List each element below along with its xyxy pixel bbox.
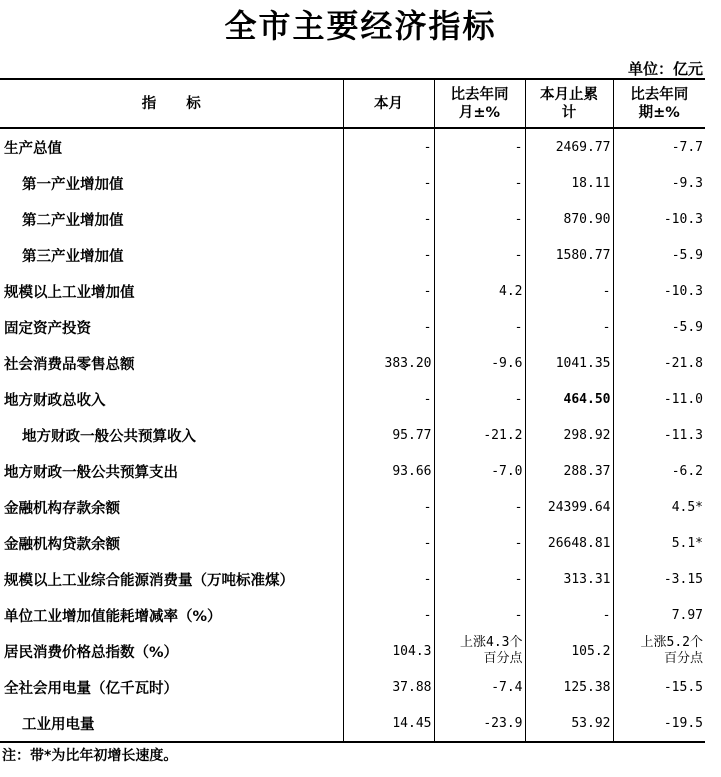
- cell-month: 37.88: [343, 669, 434, 705]
- cell-cumulative-pct: -19.5: [613, 705, 705, 742]
- cell-cumulative: 313.31: [525, 561, 613, 597]
- header-month: 本月: [343, 79, 434, 128]
- cell-cumulative: -: [525, 597, 613, 633]
- cell-month-pct: 4.2: [434, 273, 525, 309]
- table-row: [0, 417, 705, 453]
- cell-month: -: [343, 597, 434, 633]
- unit-label: 单位：亿元: [627, 60, 703, 78]
- cell-month-pct: -: [434, 128, 525, 165]
- cell-month-pct: -: [434, 165, 525, 201]
- cell-cumulative: 1041.35: [525, 345, 613, 381]
- cell-cumulative-pct: -9.3: [613, 165, 705, 201]
- cell-month: -: [343, 489, 434, 525]
- footnote: 注：带*为比年初增长速度。: [2, 748, 178, 764]
- cell-month: -: [343, 165, 434, 201]
- cell-cumulative-pct: 7.97: [613, 597, 705, 633]
- row-name: 地方财政一般公共预算收入: [22, 428, 196, 445]
- row-name: 单位工业增加值能耗增减率（%）: [4, 608, 222, 625]
- cell-cumulative: 53.92: [525, 705, 613, 742]
- row-name: 第二产业增加值: [22, 212, 124, 229]
- cell-cumulative: 288.37: [525, 453, 613, 489]
- cell-cumulative-pct: -11.0: [613, 381, 705, 417]
- cell-month: 93.66: [343, 453, 434, 489]
- table-row: [0, 237, 705, 273]
- table-row: [0, 669, 705, 705]
- cell-cumulative: 26648.81: [525, 525, 613, 561]
- row-name: 规模以上工业增加值: [4, 284, 135, 301]
- cell-cumulative-pct: -21.8: [613, 345, 705, 381]
- table-row: [0, 309, 705, 345]
- cell-month: -: [343, 309, 434, 345]
- table-row: [0, 597, 705, 633]
- row-name: 规模以上工业综合能源消费量（万吨标准煤）: [4, 572, 294, 589]
- table-row: [0, 525, 705, 561]
- cell-month: -: [343, 201, 434, 237]
- row-name: 全社会用电量（亿千瓦时）: [4, 680, 178, 697]
- cell-month: 14.45: [343, 705, 434, 742]
- table-header-row: [0, 79, 705, 128]
- table-row: [0, 561, 705, 597]
- table-row: [0, 345, 705, 381]
- row-name: 第三产业增加值: [22, 248, 124, 265]
- cell-month-pct: -: [434, 597, 525, 633]
- cell-month: 95.77: [343, 417, 434, 453]
- cell-month: 104.3: [343, 633, 434, 669]
- header-cumulative: 本月止累 计: [525, 79, 613, 128]
- cell-month: -: [343, 525, 434, 561]
- cell-cumulative: 105.2: [525, 633, 613, 669]
- cell-cumulative-pct: -10.3: [613, 201, 705, 237]
- cell-cumulative-pct: -3.15: [613, 561, 705, 597]
- row-name: 居民消费价格总指数（%）: [4, 644, 179, 661]
- cell-cumulative: -: [525, 273, 613, 309]
- header-indicator: 指标: [0, 79, 343, 128]
- cell-month: -: [343, 561, 434, 597]
- row-name: 固定资产投资: [4, 320, 91, 337]
- cell-cumulative: 24399.64: [525, 489, 613, 525]
- cell-cumulative-pct: -15.5: [613, 669, 705, 705]
- table-row: [0, 201, 705, 237]
- cell-month-pct: -: [434, 201, 525, 237]
- row-name: 生产总值: [4, 140, 62, 157]
- table-row: [0, 453, 705, 489]
- table-row: [0, 165, 705, 201]
- cell-cumulative-pct: -10.3: [613, 273, 705, 309]
- cell-month-pct: -9.6: [434, 345, 525, 381]
- cell-month-pct: -: [434, 561, 525, 597]
- cell-cumulative: 2469.77: [525, 128, 613, 165]
- cell-cumulative-pct: -7.7: [613, 128, 705, 165]
- cell-month-pct: -: [434, 489, 525, 525]
- header-month-pct: 比去年同 月±%: [434, 79, 525, 128]
- header-cumulative-pct: 比去年同 期±%: [613, 79, 705, 128]
- cell-cumulative-pct: -11.3: [613, 417, 705, 453]
- cell-month-pct: -: [434, 381, 525, 417]
- cell-month: -: [343, 128, 434, 165]
- table-row: [0, 633, 705, 669]
- cell-month-pct: -23.9: [434, 705, 525, 742]
- row-name: 社会消费品零售总额: [4, 356, 135, 373]
- table-row: [0, 381, 705, 417]
- cell-cumulative: 464.50: [525, 381, 613, 417]
- cell-month: -: [343, 237, 434, 273]
- cell-month: 383.20: [343, 345, 434, 381]
- row-name: 金融机构贷款余额: [4, 536, 120, 553]
- economic-indicators-table: [0, 78, 705, 743]
- table-row: [0, 128, 705, 165]
- cell-cumulative: 1580.77: [525, 237, 613, 273]
- cell-month-pct: -: [434, 309, 525, 345]
- cell-month-pct: -7.0: [434, 453, 525, 489]
- table-row: [0, 273, 705, 309]
- cell-cumulative-pct: -5.9: [613, 237, 705, 273]
- cell-cumulative: 870.90: [525, 201, 613, 237]
- row-name: 工业用电量: [0, 705, 343, 742]
- cell-cumulative: 298.92: [525, 417, 613, 453]
- cell-month: -: [343, 273, 434, 309]
- cell-month-pct: 上涨4.3个 百分点: [434, 633, 525, 669]
- cell-cumulative-pct: -5.9: [613, 309, 705, 345]
- row-name: 第一产业增加值: [22, 176, 124, 193]
- cell-cumulative-pct: 5.1*: [613, 525, 705, 561]
- cell-cumulative-pct: -6.2: [613, 453, 705, 489]
- cell-month-pct: -7.4: [434, 669, 525, 705]
- cell-month-pct: -21.2: [434, 417, 525, 453]
- cell-cumulative-pct: 4.5*: [613, 489, 705, 525]
- page-title: 全市主要经济指标: [224, 7, 497, 45]
- cell-month-pct: -: [434, 525, 525, 561]
- cell-cumulative: 125.38: [525, 669, 613, 705]
- row-name: 地方财政一般公共预算支出: [4, 464, 178, 481]
- cell-cumulative: 18.11: [525, 165, 613, 201]
- cell-cumulative-pct: 上涨5.2个 百分点: [613, 633, 705, 669]
- table-row: [0, 705, 705, 742]
- row-name: 金融机构存款余额: [4, 500, 120, 517]
- cell-month-pct: -: [434, 237, 525, 273]
- cell-month: -: [343, 381, 434, 417]
- cell-cumulative: -: [525, 309, 613, 345]
- row-name: 地方财政总收入: [4, 392, 106, 409]
- table-row: [0, 489, 705, 525]
